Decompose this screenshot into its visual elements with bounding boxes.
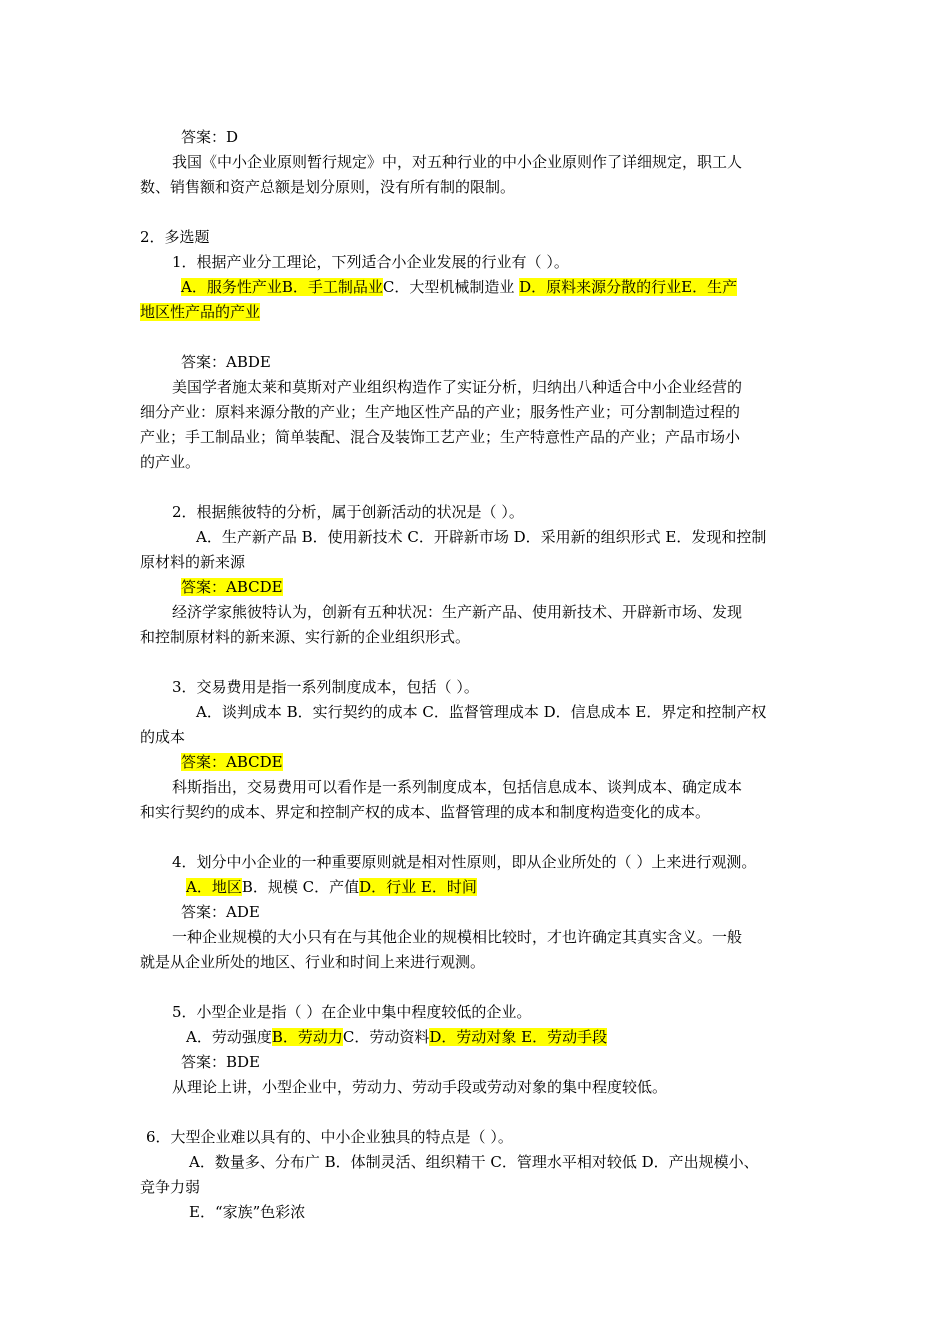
explanation-line: 一种企业规模的大小只有在与其他企业的规模相比较时，才也许确定其真实含义。一般 <box>172 928 743 946</box>
options-line: 的成本 <box>140 728 186 746</box>
explanation-line: 细分产业：原料来源分散的产业；生产地区性产品的产业；服务性产业；可分割制造过程的 <box>140 403 741 421</box>
answer: 答案：ABCDE <box>181 578 283 596</box>
question-stem: 5．小型企业是指（ ）在企业中集中程度较低的企业。 <box>172 1003 532 1021</box>
options-line <box>140 302 260 322</box>
option-a: A．服务性产业 <box>181 278 282 296</box>
option-e-cont: 地区性产品的产业 <box>140 303 261 321</box>
option-bc: B．规模 C．产值 <box>241 878 360 896</box>
answer: 答案：BDE <box>181 1053 260 1071</box>
option-b: B．劳动力 <box>271 1028 343 1046</box>
options-line: A．数量多、分布广 B．体制灵活、组织精干 C．管理水平相对较低 D．产出规模小、 <box>189 1153 759 1171</box>
question-stem: 1．根据产业分工理论，下列适合小企业发展的行业有（ ）。 <box>172 253 569 271</box>
option-a: A．劳动强度 <box>186 1028 272 1046</box>
options-line <box>181 277 737 297</box>
option-d: D．原料来源分散的行业 <box>519 278 682 296</box>
options-line: A．谈判成本 B．实行契约的成本 C．监督管理成本 D．信息成本 E．界定和控制产权 <box>196 703 767 721</box>
options-line: A．生产新产品 B．使用新技术 C．开辟新市场 D．采用新的组织形式 E．发现和控制 <box>196 528 767 546</box>
options-line: E．“家族”色彩浓 <box>189 1203 306 1221</box>
explanation-line: 我国《中小企业原则暂行规定》中，对五种行业的中小企业原则作了详细规定，职工人 <box>172 153 743 171</box>
section-heading: 2．多选题 <box>140 228 210 246</box>
option-a: A．地区 <box>186 878 242 896</box>
answer: 答案：ABDE <box>181 353 271 371</box>
explanation-line: 和控制原材料的新来源、实行新的企业组织形式。 <box>140 628 471 646</box>
explanation-line: 从理论上讲，小型企业中，劳动力、劳动手段或劳动对象的集中程度较低。 <box>172 1078 668 1096</box>
question-stem: 4．划分中小企业的一种重要原则就是相对性原则，即从企业所处的（ ）上来进行观测。 <box>172 853 757 871</box>
explanation-line: 数、销售额和资产总额是划分原则，没有所有制的限制。 <box>140 178 516 196</box>
option-c: C．大型机械制造业 <box>382 278 520 296</box>
option-b: B．手工制品业 <box>281 278 383 296</box>
answer: 答案：ABCDE <box>181 753 283 771</box>
explanation-line: 就是从企业所处的地区、行业和时间上来进行观测。 <box>140 953 486 971</box>
explanation-line: 科斯指出，交易费用可以看作是一系列制度成本，包括信息成本、谈判成本、确定成本 <box>172 778 743 796</box>
option-c: C．劳动资料 <box>342 1028 430 1046</box>
option-e: E．生产 <box>681 278 738 296</box>
explanation-line: 经济学家熊彼特认为，创新有五种状况：生产新产品、使用新技术、开辟新市场、发现 <box>172 603 743 621</box>
question-stem: 3．交易费用是指一系列制度成本，包括（ ）。 <box>172 678 479 696</box>
question-stem: 2．根据熊彼特的分析，属于创新活动的状况是（ ）。 <box>172 503 524 521</box>
options-line: 竞争力弱 <box>140 1178 201 1196</box>
option-de: D．劳动对象 E．劳动手段 <box>429 1028 608 1046</box>
question-stem: 6．大型企业难以具有的、中小企业独具的特点是（ ）。 <box>146 1128 513 1146</box>
explanation-line: 产业；手工制品业；简单装配、混合及装饰工艺产业；生产特意性产品的产业；产品市场小 <box>140 428 741 446</box>
explanation-line: 和实行契约的成本、界定和控制产权的成本、监督管理的成本和制度构造变化的成本。 <box>140 803 711 821</box>
explanation-line: 的产业。 <box>140 453 201 471</box>
options-line <box>186 877 477 897</box>
options-line: 原材料的新来源 <box>140 553 246 571</box>
options-line <box>186 1027 607 1047</box>
answer: 答案：ADE <box>181 903 260 921</box>
option-de: D．行业 E．时间 <box>359 878 477 896</box>
explanation-line: 美国学者施太莱和莫斯对产业组织构造作了实证分析，归纳出八种适合中小企业经营的 <box>172 378 743 396</box>
answer-prev: 答案：D <box>181 128 239 146</box>
